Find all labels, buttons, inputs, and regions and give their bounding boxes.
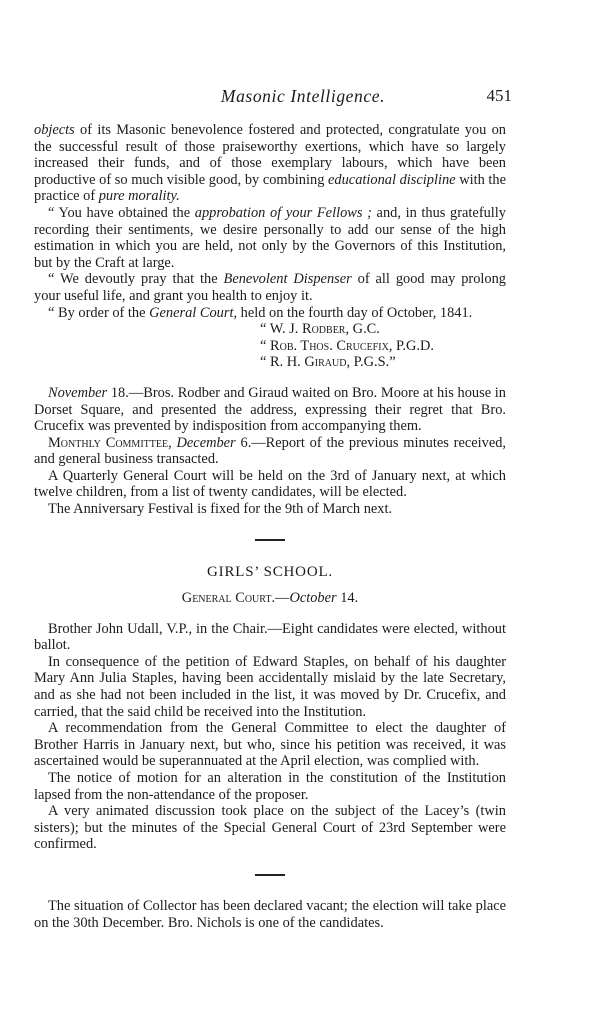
quarterly-court-paragraph: A Quarterly General Court will be held on the 3rd of January next, at which twelve children, from a list of twenty candidates, will be elected. bbox=[34, 467, 506, 501]
text: 18.—Bros. Rodber and Giraud waited on Bro. Moore at his house in Dorset Square, and presented the address, expressing their regret that Bro. Crucefix was prevented by indisposition from accompanying them. bbox=[34, 384, 506, 435]
text: — bbox=[275, 589, 290, 606]
girls-paragraph-5: A very animated discussion took place on the subject of the Lacey’s (twin sisters); but the minutes of the Special General Court of 23rd September were confirmed. bbox=[34, 803, 506, 853]
page-body bbox=[34, 122, 506, 931]
monthly-committee-paragraph bbox=[34, 435, 506, 468]
emphasis: pure morality. bbox=[98, 188, 180, 205]
emphasis: objects bbox=[34, 122, 75, 138]
festival-paragraph: The Anniversary Festival is fixed for the 9th of March next. bbox=[48, 501, 393, 518]
emphasis: October bbox=[289, 589, 337, 606]
girls-paragraph-4: The notice of motion for an alteration in the constitution of the Institution lapsed from the non-attendance of the proposer. bbox=[34, 770, 506, 803]
section-divider bbox=[255, 539, 285, 541]
text: , G.C. bbox=[345, 321, 380, 338]
text: “ R. H. bbox=[260, 354, 305, 371]
emphasis: General Court, bbox=[149, 304, 238, 321]
signature-giraud bbox=[34, 354, 506, 371]
running-title: Masonic Intelligence. bbox=[220, 86, 386, 106]
text: held on the fourth day of October, 1841. bbox=[237, 304, 473, 321]
signatory-name: Rob. Thos. Crucefix bbox=[270, 337, 389, 354]
girls-paragraph-3: A recommendation from the General Committee to elect the daughter of Brother Harris in January next, but who, since his petition was received, it was ascertained would be superannuated at the April election, was complied with. bbox=[34, 720, 506, 770]
girls-paragraph-1: Brother John Udall, V.P., in the Chair.—Eight candidates were elected, without ballot. bbox=[34, 620, 506, 654]
text: of its Masonic benevolence fostered and protected, congratulate you on the successful result of those praiseworthy exertions, which have so largely increased their funds, and of those exemplary labours, which have been productive of so much visible good, by combining bbox=[34, 122, 506, 188]
emphasis: December bbox=[171, 434, 236, 451]
text: and, in thus gratefully recording their sentiments, we desire personally to add our sense of the high estimation in which you are held, not only by the Governors of this Institution, but by the Craft at large. bbox=[34, 204, 507, 271]
text: with the practice of bbox=[34, 171, 506, 205]
spacer bbox=[34, 371, 506, 385]
signature-crucefix bbox=[34, 338, 506, 355]
girls-paragraph-2: In consequence of the petition of Edward Staples, on behalf of his daughter Mary Ann Julia Staples, having been accidentally mislaid by the late Secretary, and as she had not been included in the list, it was moved by Dr. Crucefix, and carried, that the said child be received into the Institution. bbox=[34, 653, 506, 720]
text: , P.G.S.” bbox=[346, 354, 396, 371]
section-lead: Monthly Committee, bbox=[48, 434, 172, 451]
emphasis: Benevolent Dispenser bbox=[223, 271, 352, 288]
signatory-name: Giraud bbox=[304, 354, 347, 371]
signatory-name: Rodber bbox=[301, 321, 346, 338]
text: “ We devoutly pray that the bbox=[48, 271, 224, 288]
section-heading: GIRLS’ SCHOOL. bbox=[207, 563, 333, 580]
address-paragraph-1 bbox=[34, 122, 506, 205]
emphasis: November bbox=[48, 384, 108, 401]
subsection-heading bbox=[34, 590, 506, 607]
address-paragraph-2 bbox=[34, 205, 506, 271]
emphasis: educational discipline bbox=[328, 171, 456, 188]
subheading-lead: General Court. bbox=[181, 589, 276, 606]
page-number: 451 bbox=[486, 86, 512, 105]
text: of all good may prolong your useful life, and grant you health to enjoy it. bbox=[34, 271, 507, 304]
collector-paragraph: The situation of Collector has been declared vacant; the election will take place on the 30th December. Bro. Nichols is one of the candidates. bbox=[34, 897, 506, 931]
address-paragraph-4 bbox=[34, 305, 506, 322]
address-paragraph-3 bbox=[34, 271, 506, 304]
november-paragraph bbox=[34, 385, 506, 435]
text: “ By order of the bbox=[48, 304, 150, 321]
emphasis: approbation of your Fellows ; bbox=[194, 204, 372, 221]
signature-rodber bbox=[34, 321, 506, 338]
page-header bbox=[0, 86, 606, 112]
text: “ bbox=[260, 337, 270, 354]
section-divider bbox=[255, 874, 285, 876]
text: , P.G.D. bbox=[388, 337, 434, 354]
text: 6.—Report of the previous minutes received, and general business transacted. bbox=[34, 434, 507, 468]
text: “ W. J. bbox=[260, 321, 302, 338]
text: 14. bbox=[336, 589, 359, 606]
text: “ You have obtained the bbox=[48, 204, 195, 221]
